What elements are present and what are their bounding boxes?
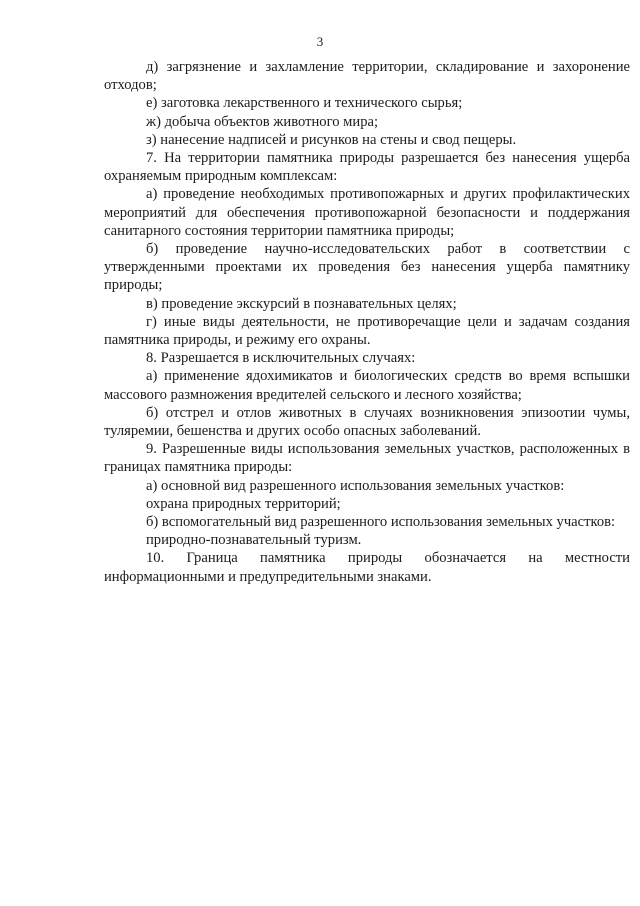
paragraph-9b-auxiliary-use: б) вспомогательный вид разрешенного использования земельных участков: [146,514,616,531]
paragraph-10-boundary: 10. Граница памятника природы обозначается на местности информационными и предупредительными знаками. [104,550,630,585]
paragraph-9-land-use: 9. Разрешенные виды использования земельных участков, расположенных в границах памятника природы: [104,441,630,476]
document-body [104,58,630,586]
paragraph-e-raw-materials: е) заготовка лекарственного и технического сырья; [146,95,463,112]
paragraph-9a-main-use: а) основной вид разрешенного использования земельных участков: [146,477,565,494]
paragraph-7-permitted: 7. На территории памятника природы разрешается без нанесения ущерба охраняемым природным комплексам: [104,150,630,185]
paragraph-8b-culling: б) отстрел и отлов животных в случаях возникновения эпизоотии чумы, туляремии, бешенства и других особо опасных заболеваний. [104,404,630,440]
paragraph-8-exceptional: 8. Разрешается в исключительных случаях: [146,350,416,367]
paragraph-9b-value: природно-познавательный туризм. [146,532,362,549]
paragraph-d-pollution: д) загрязнение и захламление территории, складирование и захоронение отходов; [104,59,630,94]
paragraph-7b-research: б) проведение научно-исследовательских работ в соответствии с утвержденными проектами их проведения без нанесения ущерба памятнику природы; [104,241,630,294]
paragraph-7g-other: г) иные виды деятельности, не противоречащие цели и задачам создания памятника природы, и режиму его охраны. [104,313,630,349]
page-number: 3 [316,34,324,49]
paragraph-7v-excursions: в) проведение экскурсий в познавательных целях; [146,295,457,312]
paragraph-7a-fire-safety: а) проведение необходимых противопожарных и других профилактических мероприятий для обеспечения противопожарной безопасности и поддержания санитарного состояния территории памятника природы; [104,186,630,239]
paragraph-zh-wildlife: ж) добыча объектов животного мира; [146,113,379,130]
paragraph-z-inscriptions: з) нанесение надписей и рисунков на стены и свод пещеры. [146,131,517,148]
paragraph-8a-chemicals: а) применение ядохимикатов и биологических средств во время вспышки массового размножения вредителей сельского и лесного хозяйства; [104,368,630,403]
paragraph-9a-value: охрана природных территорий; [146,495,341,512]
